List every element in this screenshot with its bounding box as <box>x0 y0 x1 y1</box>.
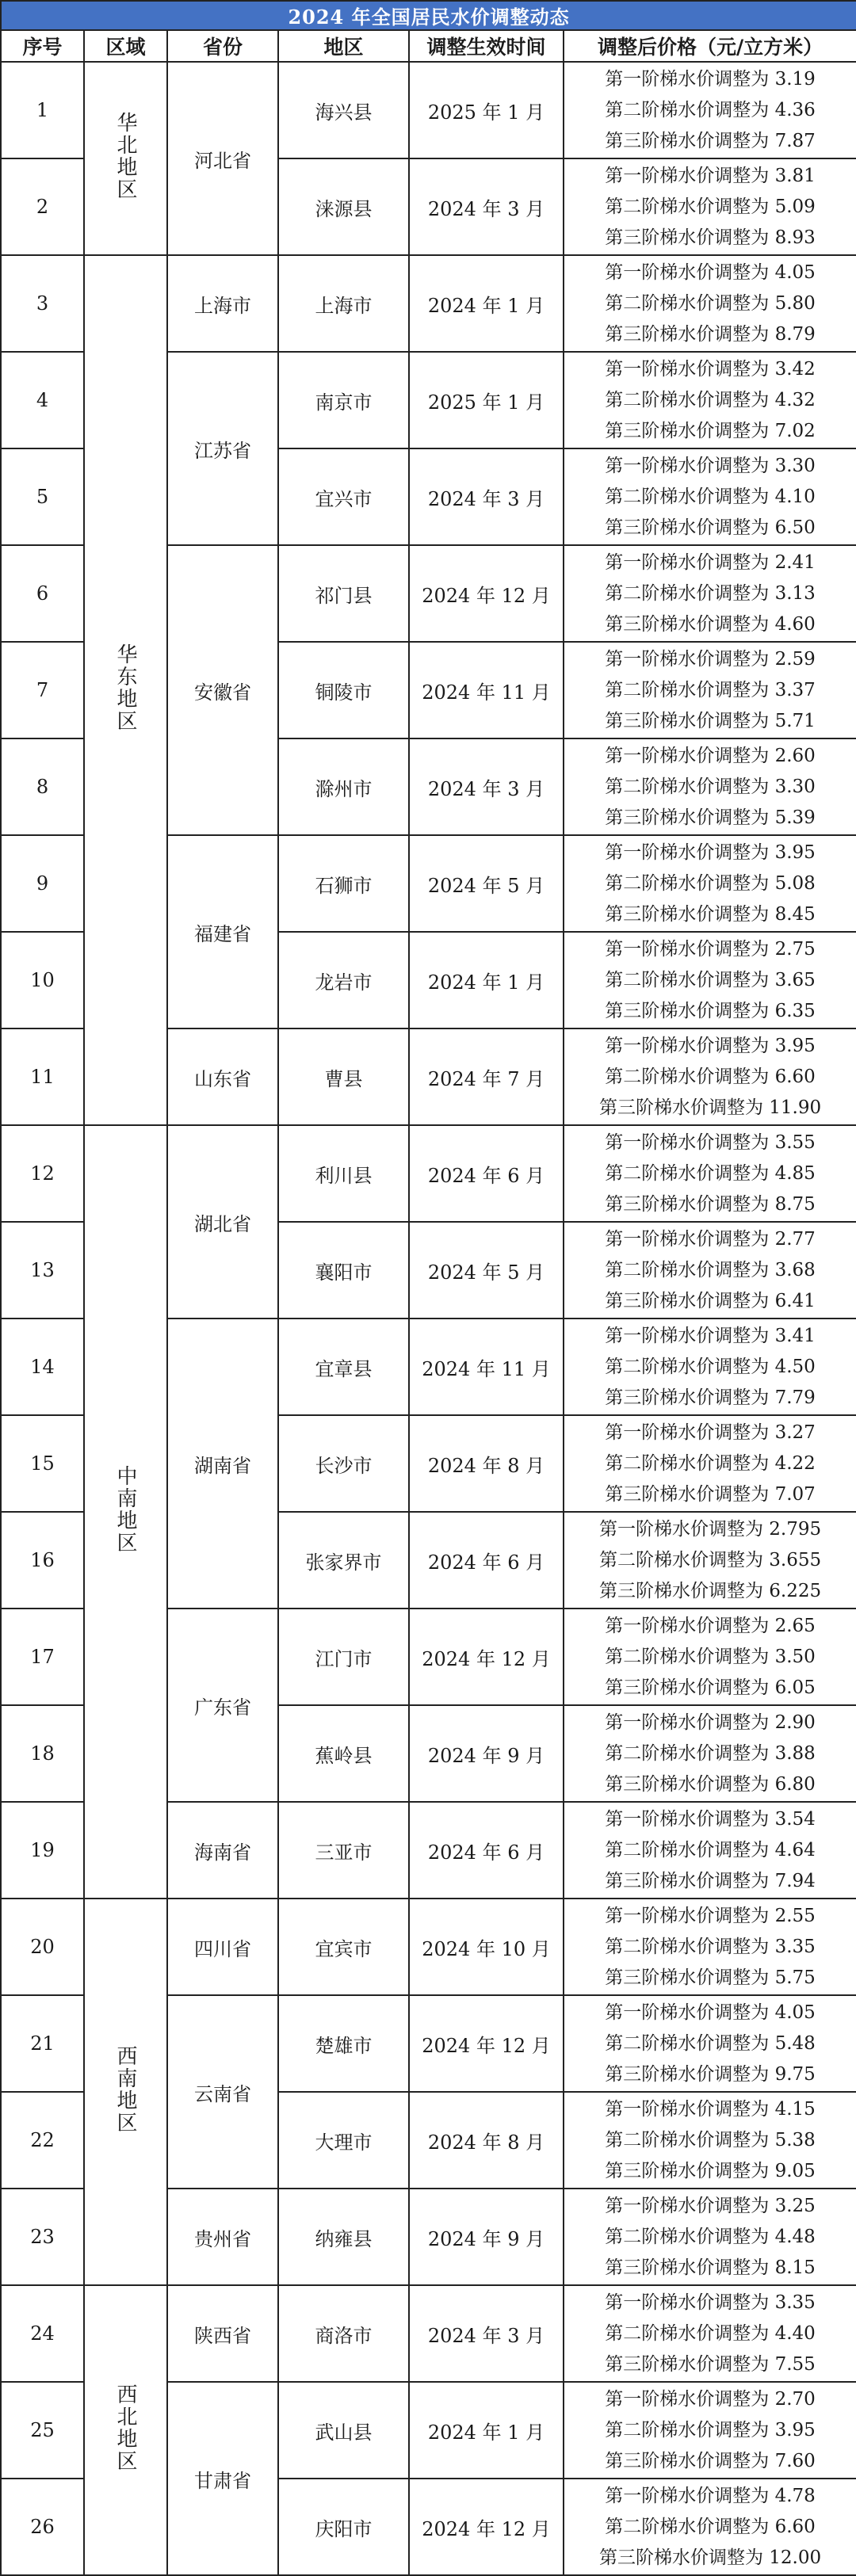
effective-date-cell: 2024 年 9 月 <box>409 1705 564 1802</box>
price-tier-line: 第二阶梯水价调整为 6.60 <box>605 2516 816 2537</box>
price-tier-line: 第一阶梯水价调整为 2.90 <box>605 1712 816 1733</box>
area-cell: 纳雍县 <box>278 2189 409 2285</box>
price-tier-line: 第一阶梯水价调整为 3.81 <box>605 165 816 186</box>
effective-date-cell: 2024 年 9 月 <box>409 2189 564 2285</box>
price-tier-line: 第三阶梯水价调整为 8.15 <box>605 2257 816 2278</box>
effective-date-cell: 2024 年 12 月 <box>409 1995 564 2092</box>
price-tier-line: 第三阶梯水价调整为 7.02 <box>605 420 816 441</box>
price-tier-line: 第一阶梯水价调整为 3.95 <box>605 1035 816 1056</box>
header-area: 地区 <box>278 30 409 62</box>
price-cell <box>564 1319 856 1415</box>
row-number: 23 <box>1 2189 84 2285</box>
price-tier-line: 第一阶梯水价调整为 2.795 <box>598 1518 822 1540</box>
province-cell: 安徽省 <box>167 545 278 835</box>
price-tier-line: 第三阶梯水价调整为 7.94 <box>605 1870 816 1891</box>
header-date: 调整生效时间 <box>409 30 564 62</box>
price-tier-line: 第一阶梯水价调整为 3.30 <box>605 455 816 476</box>
effective-date-cell: 2024 年 5 月 <box>409 835 564 932</box>
price-tier-line: 第一阶梯水价调整为 2.41 <box>605 551 816 573</box>
province-cell: 湖北省 <box>167 1125 278 1319</box>
price-tier-line: 第三阶梯水价调整为 8.45 <box>605 903 816 925</box>
effective-date-cell: 2024 年 7 月 <box>409 1028 564 1125</box>
price-tier-line: 第一阶梯水价调整为 3.95 <box>605 841 816 863</box>
price-cell <box>564 2479 856 2575</box>
price-cell <box>564 932 856 1028</box>
price-cell <box>564 2285 856 2382</box>
area-cell: 滁州市 <box>278 738 409 835</box>
price-cell <box>564 1609 856 1705</box>
effective-date-cell: 2024 年 5 月 <box>409 1222 564 1319</box>
price-cell <box>564 1415 856 1512</box>
row-number: 16 <box>1 1512 84 1609</box>
table-row <box>1 1899 856 1995</box>
row-number: 24 <box>1 2285 84 2382</box>
header-province: 省份 <box>167 30 278 62</box>
price-tier-line: 第二阶梯水价调整为 3.655 <box>598 1549 822 1570</box>
price-tier-line: 第一阶梯水价调整为 3.19 <box>605 68 816 90</box>
price-tier-line: 第三阶梯水价调整为 12.00 <box>598 2547 822 2568</box>
effective-date-cell: 2024 年 1 月 <box>409 255 564 352</box>
price-cell <box>564 545 856 642</box>
province-cell: 江苏省 <box>167 352 278 545</box>
price-cell <box>564 1125 856 1222</box>
province-cell: 福建省 <box>167 835 278 1028</box>
row-number: 9 <box>1 835 84 932</box>
effective-date-cell: 2024 年 3 月 <box>409 158 564 255</box>
table-title: 2024 年全国居民水价调整动态 <box>1 1 856 30</box>
area-cell: 庆阳市 <box>278 2479 409 2575</box>
price-tier-line: 第一阶梯水价调整为 3.41 <box>605 1325 816 1346</box>
price-tier-line: 第一阶梯水价调整为 2.77 <box>605 1228 816 1250</box>
row-number: 5 <box>1 448 84 545</box>
row-number: 13 <box>1 1222 84 1319</box>
row-number: 2 <box>1 158 84 255</box>
table-row <box>1 62 856 158</box>
price-tier-line: 第二阶梯水价调整为 4.10 <box>605 486 816 507</box>
area-cell: 铜陵市 <box>278 642 409 738</box>
price-tier-line: 第三阶梯水价调整为 7.79 <box>605 1387 816 1408</box>
price-cell <box>564 448 856 545</box>
price-tier-line: 第三阶梯水价调整为 6.41 <box>605 1290 816 1311</box>
price-tier-line: 第二阶梯水价调整为 4.22 <box>605 1452 816 1474</box>
price-tier-line: 第三阶梯水价调整为 5.75 <box>605 1967 816 1988</box>
price-cell <box>564 642 856 738</box>
price-tier-line: 第二阶梯水价调整为 5.08 <box>605 872 816 894</box>
region-cell <box>84 1125 167 1899</box>
price-tier-line: 第二阶梯水价调整为 6.60 <box>605 1066 816 1087</box>
row-number: 4 <box>1 352 84 448</box>
price-tier-line: 第三阶梯水价调整为 6.50 <box>605 517 816 538</box>
row-number: 26 <box>1 2479 84 2575</box>
price-tier-line: 第三阶梯水价调整为 6.225 <box>598 1580 822 1601</box>
province-cell: 四川省 <box>167 1899 278 1995</box>
price-tier-line: 第一阶梯水价调整为 3.55 <box>605 1132 816 1153</box>
price-tier-line: 第二阶梯水价调整为 3.68 <box>605 1259 816 1280</box>
price-cell <box>564 255 856 352</box>
price-tier-line: 第三阶梯水价调整为 4.60 <box>605 613 816 635</box>
province-cell: 上海市 <box>167 255 278 352</box>
price-tier-line: 第二阶梯水价调整为 3.95 <box>605 2419 816 2441</box>
region-name: 西南地区 <box>113 2045 137 2134</box>
row-number: 7 <box>1 642 84 738</box>
row-number: 15 <box>1 1415 84 1512</box>
province-cell: 贵州省 <box>167 2189 278 2285</box>
effective-date-cell: 2024 年 10 月 <box>409 1899 564 1995</box>
row-number: 11 <box>1 1028 84 1125</box>
area-cell: 蕉岭县 <box>278 1705 409 1802</box>
title-row <box>1 1 856 30</box>
effective-date-cell: 2024 年 1 月 <box>409 2382 564 2479</box>
row-number: 14 <box>1 1319 84 1415</box>
price-cell <box>564 2382 856 2479</box>
price-cell <box>564 2092 856 2189</box>
effective-date-cell: 2024 年 6 月 <box>409 1802 564 1899</box>
effective-date-cell: 2024 年 3 月 <box>409 2285 564 2382</box>
province-cell: 湖南省 <box>167 1319 278 1609</box>
price-tier-line: 第二阶梯水价调整为 5.80 <box>605 292 816 314</box>
area-cell: 三亚市 <box>278 1802 409 1899</box>
area-cell: 张家界市 <box>278 1512 409 1609</box>
price-tier-line: 第三阶梯水价调整为 7.55 <box>605 2353 816 2375</box>
price-tier-line: 第二阶梯水价调整为 4.50 <box>605 1356 816 1377</box>
price-tier-line: 第一阶梯水价调整为 4.05 <box>605 2002 816 2023</box>
area-cell: 祁门县 <box>278 545 409 642</box>
price-tier-line: 第三阶梯水价调整为 9.05 <box>605 2160 816 2181</box>
area-cell: 江门市 <box>278 1609 409 1705</box>
effective-date-cell: 2024 年 8 月 <box>409 1415 564 1512</box>
area-cell: 石狮市 <box>278 835 409 932</box>
row-number: 21 <box>1 1995 84 2092</box>
area-cell: 商洛市 <box>278 2285 409 2382</box>
area-cell: 宜章县 <box>278 1319 409 1415</box>
row-number: 25 <box>1 2382 84 2479</box>
price-tier-line: 第一阶梯水价调整为 4.78 <box>605 2485 816 2506</box>
row-number: 8 <box>1 738 84 835</box>
effective-date-cell: 2025 年 1 月 <box>409 352 564 448</box>
price-tier-line: 第二阶梯水价调整为 3.65 <box>605 969 816 990</box>
price-tier-line: 第三阶梯水价调整为 8.93 <box>605 227 816 248</box>
area-cell: 宜宾市 <box>278 1899 409 1995</box>
price-tier-line: 第二阶梯水价调整为 3.30 <box>605 776 816 797</box>
effective-date-cell: 2024 年 3 月 <box>409 448 564 545</box>
area-cell: 大理市 <box>278 2092 409 2189</box>
region-name: 西北地区 <box>113 2383 137 2472</box>
area-cell: 利川县 <box>278 1125 409 1222</box>
price-cell <box>564 1028 856 1125</box>
row-number: 10 <box>1 932 84 1028</box>
area-cell: 襄阳市 <box>278 1222 409 1319</box>
price-tier-line: 第一阶梯水价调整为 2.59 <box>605 648 816 670</box>
price-tier-line: 第三阶梯水价调整为 5.39 <box>605 807 816 828</box>
price-cell <box>564 2189 856 2285</box>
row-number: 20 <box>1 1899 84 1995</box>
row-number: 1 <box>1 62 84 158</box>
price-tier-line: 第三阶梯水价调整为 8.75 <box>605 1193 816 1215</box>
effective-date-cell: 2024 年 3 月 <box>409 738 564 835</box>
effective-date-cell: 2024 年 11 月 <box>409 642 564 738</box>
province-cell: 海南省 <box>167 1802 278 1899</box>
price-tier-line: 第二阶梯水价调整为 5.38 <box>605 2129 816 2150</box>
price-cell <box>564 738 856 835</box>
price-tier-line: 第三阶梯水价调整为 11.90 <box>598 1097 822 1118</box>
province-cell: 陕西省 <box>167 2285 278 2382</box>
row-number: 17 <box>1 1609 84 1705</box>
area-cell: 海兴县 <box>278 62 409 158</box>
region-cell <box>84 1899 167 2285</box>
price-tier-line: 第三阶梯水价调整为 6.80 <box>605 1773 816 1795</box>
price-tier-line: 第三阶梯水价调整为 6.35 <box>605 1000 816 1021</box>
area-cell: 南京市 <box>278 352 409 448</box>
price-cell <box>564 1705 856 1802</box>
area-cell: 宜兴市 <box>278 448 409 545</box>
price-tier-line: 第三阶梯水价调整为 6.05 <box>605 1677 816 1698</box>
region-name: 华东地区 <box>113 643 137 732</box>
price-tier-line: 第一阶梯水价调整为 2.75 <box>605 938 816 960</box>
effective-date-cell: 2024 年 12 月 <box>409 2479 564 2575</box>
area-cell: 武山县 <box>278 2382 409 2479</box>
region-name: 华北地区 <box>113 112 137 200</box>
price-tier-line: 第一阶梯水价调整为 2.70 <box>605 2388 816 2410</box>
row-number: 22 <box>1 2092 84 2189</box>
table-row <box>1 2285 856 2382</box>
price-tier-line: 第三阶梯水价调整为 7.07 <box>605 1483 816 1505</box>
effective-date-cell: 2025 年 1 月 <box>409 62 564 158</box>
header-row <box>1 30 856 62</box>
price-tier-line: 第一阶梯水价调整为 2.60 <box>605 745 816 766</box>
row-number: 12 <box>1 1125 84 1222</box>
effective-date-cell: 2024 年 11 月 <box>409 1319 564 1415</box>
area-cell: 楚雄市 <box>278 1995 409 2092</box>
price-tier-line: 第二阶梯水价调整为 4.85 <box>605 1162 816 1184</box>
price-tier-line: 第二阶梯水价调整为 4.36 <box>605 99 816 120</box>
effective-date-cell: 2024 年 12 月 <box>409 1609 564 1705</box>
price-tier-line: 第三阶梯水价调整为 9.75 <box>605 2063 816 2085</box>
province-cell: 山东省 <box>167 1028 278 1125</box>
effective-date-cell: 2024 年 12 月 <box>409 545 564 642</box>
header-price: 调整后价格（元/立方米） <box>564 30 856 62</box>
province-cell: 广东省 <box>167 1609 278 1802</box>
effective-date-cell: 2024 年 6 月 <box>409 1512 564 1609</box>
price-tier-line: 第二阶梯水价调整为 4.64 <box>605 1839 816 1860</box>
price-tier-line: 第一阶梯水价调整为 2.65 <box>605 1615 816 1636</box>
row-number: 3 <box>1 255 84 352</box>
price-cell <box>564 158 856 255</box>
price-tier-line: 第二阶梯水价调整为 4.40 <box>605 2322 816 2344</box>
price-tier-line: 第二阶梯水价调整为 3.35 <box>605 1936 816 1957</box>
price-tier-line: 第二阶梯水价调整为 5.48 <box>605 2032 816 2054</box>
price-tier-line: 第一阶梯水价调整为 4.05 <box>605 261 816 283</box>
price-cell <box>564 1222 856 1319</box>
price-tier-line: 第二阶梯水价调整为 3.37 <box>605 679 816 700</box>
price-tier-line: 第二阶梯水价调整为 4.48 <box>605 2226 816 2247</box>
area-cell: 上海市 <box>278 255 409 352</box>
price-tier-line: 第二阶梯水价调整为 5.09 <box>605 196 816 217</box>
price-tier-line: 第一阶梯水价调整为 3.27 <box>605 1422 816 1443</box>
province-cell: 云南省 <box>167 1995 278 2189</box>
table-body <box>1 62 856 2575</box>
price-tier-line: 第三阶梯水价调整为 7.60 <box>605 2450 816 2471</box>
price-tier-line: 第二阶梯水价调整为 3.13 <box>605 582 816 604</box>
table-row <box>1 255 856 352</box>
table-row <box>1 1125 856 1222</box>
price-tier-line: 第二阶梯水价调整为 3.88 <box>605 1742 816 1764</box>
area-cell: 龙岩市 <box>278 932 409 1028</box>
price-tier-line: 第二阶梯水价调整为 3.50 <box>605 1646 816 1667</box>
row-number: 19 <box>1 1802 84 1899</box>
header-region: 区域 <box>84 30 167 62</box>
effective-date-cell: 2024 年 6 月 <box>409 1125 564 1222</box>
effective-date-cell: 2024 年 1 月 <box>409 932 564 1028</box>
price-tier-line: 第一阶梯水价调整为 2.55 <box>605 1905 816 1926</box>
price-tier-line: 第一阶梯水价调整为 3.42 <box>605 358 816 380</box>
region-cell <box>84 2285 167 2575</box>
region-cell <box>84 255 167 1125</box>
province-cell: 河北省 <box>167 62 278 255</box>
area-cell: 长沙市 <box>278 1415 409 1512</box>
price-tier-line: 第三阶梯水价调整为 7.87 <box>605 130 816 151</box>
price-tier-line: 第一阶梯水价调整为 3.25 <box>605 2195 816 2216</box>
effective-date-cell: 2024 年 8 月 <box>409 2092 564 2189</box>
price-cell <box>564 1802 856 1899</box>
price-tier-line: 第一阶梯水价调整为 4.15 <box>605 2098 816 2120</box>
price-tier-line: 第二阶梯水价调整为 4.32 <box>605 389 816 410</box>
price-cell <box>564 1512 856 1609</box>
price-cell <box>564 352 856 448</box>
price-cell <box>564 835 856 932</box>
price-cell <box>564 1995 856 2092</box>
area-cell: 涞源县 <box>278 158 409 255</box>
area-cell: 曹县 <box>278 1028 409 1125</box>
price-tier-line: 第一阶梯水价调整为 3.54 <box>605 1808 816 1830</box>
row-number: 18 <box>1 1705 84 1802</box>
price-tier-line: 第三阶梯水价调整为 8.79 <box>605 323 816 345</box>
price-tier-line: 第一阶梯水价调整为 3.35 <box>605 2292 816 2313</box>
province-cell: 甘肃省 <box>167 2382 278 2575</box>
header-no: 序号 <box>1 30 84 62</box>
price-tier-line: 第三阶梯水价调整为 5.71 <box>605 710 816 731</box>
price-cell <box>564 62 856 158</box>
price-cell <box>564 1899 856 1995</box>
region-name: 中南地区 <box>113 1465 137 1554</box>
region-cell <box>84 62 167 255</box>
row-number: 6 <box>1 545 84 642</box>
